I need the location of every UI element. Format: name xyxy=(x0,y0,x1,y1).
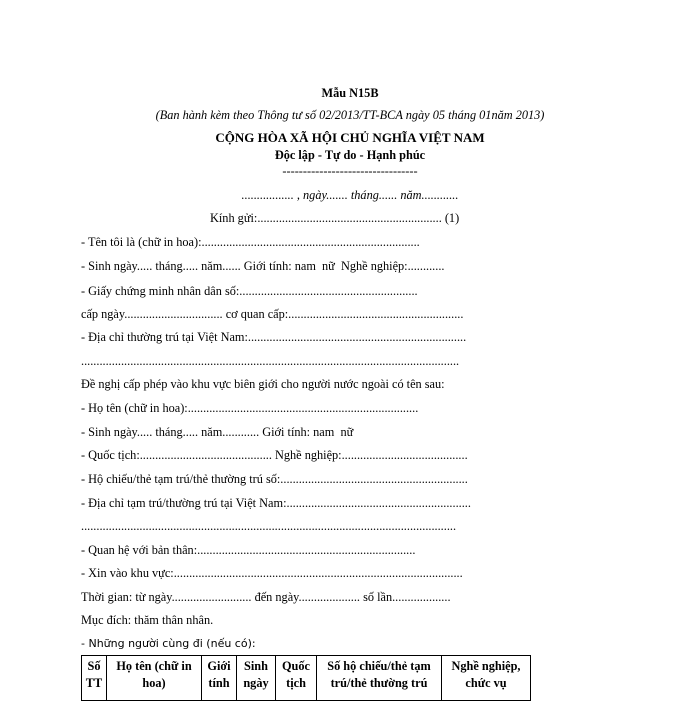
form-code: Mẫu N15B xyxy=(321,86,379,100)
companions-table xyxy=(81,655,531,701)
date-line: ................. , ngày....... tháng...... năm............ xyxy=(241,188,459,202)
relation-field: - Quan hệ với bản thân:....................................................................... xyxy=(81,543,416,557)
foreigner-birth-gender-field: - Sinh ngày..... tháng..... năm............ Giới tính: nam nữ xyxy=(81,425,357,439)
col-header-gender: Giới tính xyxy=(202,656,237,701)
applicant-name-field: - Tên tôi là (chữ in hoa):....................................................................... xyxy=(81,235,420,249)
applicant-id-card-field: - Giấy chứng minh nhân dân số:.......................................................... xyxy=(81,284,418,298)
issued-by-note: (Ban hành kèm theo Thông tư số 02/2013/TT-BCA ngày 05 tháng 01năm 2013) xyxy=(155,108,545,122)
country-name: CỘNG HÒA XÃ HỘI CHỦ NGHĨA VIỆT NAM xyxy=(215,130,485,145)
applicant-address-continuation: ........................................................................................................................... xyxy=(81,354,460,368)
header-separator: --------------------------------- xyxy=(282,164,418,178)
foreigner-name-field: - Họ tên (chữ in hoa):........................................................................... xyxy=(81,401,419,415)
entry-area-field: - Xin vào khu vực:.............................................................................................. xyxy=(81,566,463,580)
col-header-nationality: Quốc tịch xyxy=(276,656,317,701)
companions-label: - Những người cùng đi (nếu có): xyxy=(81,637,256,650)
applicant-birth-gender-job-field: - Sinh ngày..... tháng..... năm...... Giới tính: nam nữ Nghề nghiệp:............ xyxy=(81,259,445,273)
col-header-name: Họ tên (chữ in hoa) xyxy=(107,656,202,701)
national-motto: Độc lập - Tự do - Hạnh phúc xyxy=(274,148,426,162)
col-header-birthdate: Sinh ngày xyxy=(237,656,276,701)
col-header-passport: Số hộ chiếu/thẻ tạm trú/thẻ thường trú xyxy=(317,656,442,701)
foreigner-passport-field: - Hộ chiếu/thẻ tạm trú/thẻ thường trú số:............................................................. xyxy=(81,472,468,486)
foreigner-address-continuation: .......................................................................................................................... xyxy=(81,519,457,533)
applicant-address-field: - Địa chỉ thường trú tại Việt Nam:....................................................................... xyxy=(81,330,467,344)
col-header-occupation: Nghề nghiệp, chức vụ xyxy=(442,656,531,701)
table-header-row xyxy=(82,656,531,701)
addressee-line: Kính gửi:............................................................ (1) xyxy=(210,211,460,225)
applicant-id-issue-field: cấp ngày................................ cơ quan cấp:......................................................... xyxy=(81,307,464,321)
col-header-no: Số TT xyxy=(82,656,107,701)
foreigner-nationality-job-field: - Quốc tịch:........................................... Nghề nghiệp:......................................... xyxy=(81,448,468,462)
request-intro: Đề nghị cấp phép vào khu vực biên giới cho người nước ngoài có tên sau: xyxy=(81,377,445,391)
time-field: Thời gian: từ ngày.......................... đến ngày.................... số lần................... xyxy=(81,590,451,604)
foreigner-address-field: - Địa chỉ tạm trú/thường trú tại Việt Nam:............................................................ xyxy=(81,496,471,510)
purpose-field: Mục đích: thăm thân nhân. xyxy=(81,613,214,627)
